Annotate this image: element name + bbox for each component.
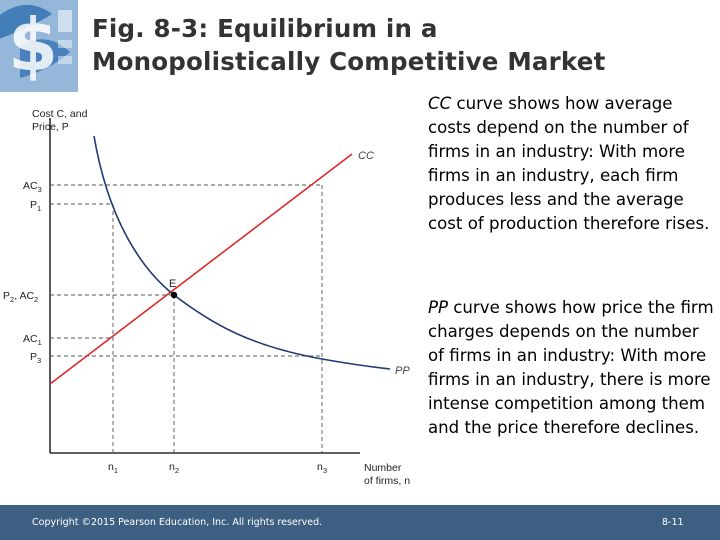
y-tick-p3: $P_3$	[30, 351, 42, 365]
x-tick-n3: $n_3$	[317, 461, 328, 475]
pp-italic-term: PP	[428, 298, 449, 317]
y-tick-ac3: $AC_3$	[23, 180, 42, 194]
slide-title	[92, 12, 712, 78]
slide-number: 8-11	[662, 517, 684, 528]
cc-italic-term: CC	[428, 94, 452, 113]
y-tick-p2-ac2: $P_2$, $AC_2$	[3, 290, 39, 304]
equilibrium-point	[171, 292, 177, 298]
pp-curve	[94, 136, 390, 369]
cc-curve-label: CC	[358, 150, 374, 162]
logo	[0, 0, 78, 92]
pp-curve-explanation	[428, 296, 718, 440]
pp-explanation-text: curve shows how price the firm charges depends on the number of firms in an industry: With more firms in an industry, there is more intense competition among them and the price therefore declines.	[428, 298, 714, 437]
slide-title-line-2: Monopolistically Competitive Market	[92, 47, 606, 76]
equilibrium-label: E	[169, 278, 177, 290]
y-tick-p1: $P_1$	[30, 199, 42, 213]
x-axis-label-line-1: Number	[364, 462, 402, 474]
copyright-text: Copyright ©2015 Pearson Education, Inc. All rights reserved.	[32, 517, 323, 528]
pp-curve-label: PP	[395, 365, 410, 377]
x-tick-n1: $n_1$	[108, 461, 119, 475]
equilibrium-diagram	[0, 96, 420, 496]
cc-explanation-text: curve shows how average costs depend on the number of firms in an industry: With more firms in an industry, each firm produces less and the average cost of production therefore rises.	[428, 94, 710, 233]
x-tick-n2: $n_2$	[169, 461, 180, 475]
cc-curve-explanation	[428, 92, 718, 236]
guide-lines	[50, 185, 322, 453]
svg-text:$: $	[8, 3, 59, 87]
cc-curve	[50, 154, 352, 384]
slide-title-line-1: Fig. 8-3: Equilibrium in a	[92, 14, 438, 43]
y-axis-label-line-2: Price, P	[32, 121, 69, 133]
dollar-sign-icon	[0, 0, 78, 92]
y-tick-ac1: $AC_1$	[23, 333, 42, 347]
y-axis-label-line-1: Cost C, and	[32, 108, 88, 120]
footer-bar	[0, 505, 720, 540]
x-axis-label-line-2: of firms, n	[364, 475, 411, 487]
